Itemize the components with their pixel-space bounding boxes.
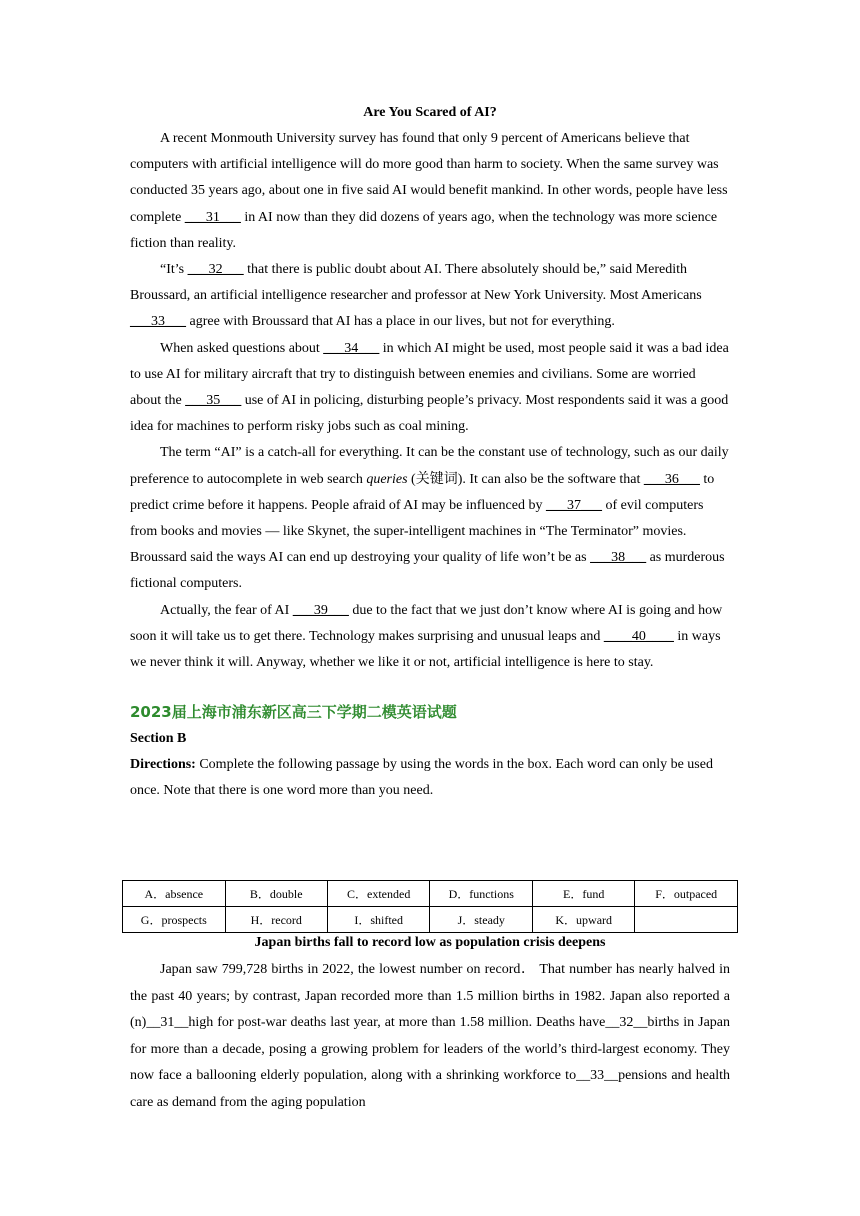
section-heading: 2023届上海市浦东新区高三下学期二模英语试题 [130,703,457,722]
paragraph-japan-1: Japan saw 799,728 births in 2022, the lowest number on record． That number has nearly halved in the past 40 years; by contrast, Japan recorded more than 1.5 million births in 1982. Japan also reported a (n)__31__high for post-war deaths last year, at more than 1.58 million. Deaths have__32__births in Japan for more than a decade, posing a growing problem for leaders of the world’s third-largest economy. They now face a ballooning elderly population, along with a shrinking workforce to__33__pensions and health care as demand from the aging population [130,962,730,1110]
word-option: A．absence [123,881,226,907]
text: to predict crime before it happens. People afraid of AI may be influenced by [130,471,715,513]
word-option: J．steady [430,907,533,933]
blank-39: ___39___ [292,602,349,618]
section-b-label: Section B [130,731,187,747]
blank-38: ___38___ [590,550,647,566]
paragraph-3 [130,336,730,441]
paragraph-2 [130,257,730,336]
italic-word: queries [366,471,408,487]
word-option: I．shifted [327,907,430,933]
blank-34: ___34___ [323,340,380,356]
word-option: H．record [225,907,327,933]
paragraph-1 [130,126,730,257]
blank-32: ___32___ [187,262,244,278]
blank-31: ___31___ [184,209,241,225]
article-title: Japan births fall to record low as population crisis deepens [254,935,606,950]
blank-35: ___35___ [185,393,242,409]
word-box-row [123,907,738,933]
text: A recent Monmouth University survey has found that only 9 percent of Americans believe that computers with artificial intelligence will do more good than harm to society. When the same survey was conducted 35 years ago, about one in five said AI would benefit mankind. In other words, people have less complete [130,131,728,225]
text: due to the fact that we just don’t know where AI is going and how soon it will take us to get there. Technology makes surprising and unusual leaps and [130,602,723,644]
directions [130,752,730,804]
text: of evil computers from books and movies — like Skynet, the super-intelligent machines in “The Terminator” movies. Broussard said the ways AI can end up destroying your quality of life won’t be as [130,497,704,566]
text: agree with Broussard that AI has a place in our lives, but not for everything. [186,314,615,330]
paragraph-5 [130,598,730,677]
word-option: C．extended [327,881,430,907]
passage-title: Are You Scared of AI? [363,105,497,120]
passage-one [130,100,730,804]
text: When asked questions about [160,340,324,356]
blank-33: ___33___ [130,314,186,330]
directions-text: Complete the following passage by using the words in the box. Each word can only be used once. Note that there is one word more than you need. [130,757,713,799]
passage-two [130,957,730,1116]
text: in AI now than they did dozens of years ago, when the technology was more science fiction than reality. [130,209,718,251]
word-option-empty [635,907,738,933]
word-option: B．double [225,881,327,907]
word-option: G．prospects [123,907,226,933]
word-box-row [123,881,738,907]
text: use of AI in policing, disturbing people’s privacy. Most respondents said it was a good idea for machines to perform risky jobs such as coal mining. [130,393,729,435]
text: in which AI might be used, most people said it was a bad idea to use AI for military aircraft that try to distinguish between enemies and civilians. Some are worried about the [130,340,729,409]
text: that there is public doubt about AI. There absolutely should be,” said Meredith Broussard, an artificial intelligence researcher and professor at New York University. Most Americans [130,262,702,304]
blank-36: ___36___ [643,471,700,487]
word-option: F．outpaced [635,881,738,907]
text: “It’s [160,262,188,278]
word-option: D．functions [430,881,533,907]
blank-40: ____40____ [603,628,674,644]
directions-label: Directions: [130,757,196,773]
word-option: K．upward [533,907,635,933]
text: Actually, the fear of AI [160,602,293,618]
text: (关键词). It can also be the software that [407,471,644,487]
blank-37: ___37___ [545,497,602,513]
word-option: E．fund [533,881,635,907]
paragraph-4 [130,440,730,597]
text: in ways we never think it will. Anyway, whether we like it or not, artificial intelligence is here to stay. [130,628,721,671]
text: as murderous fictional computers. [130,550,725,592]
text: The term “AI” is a catch-all for everything. It can be the constant use of technology, such as our daily preference to autocomplete in web search [130,445,729,487]
word-box [122,880,738,933]
